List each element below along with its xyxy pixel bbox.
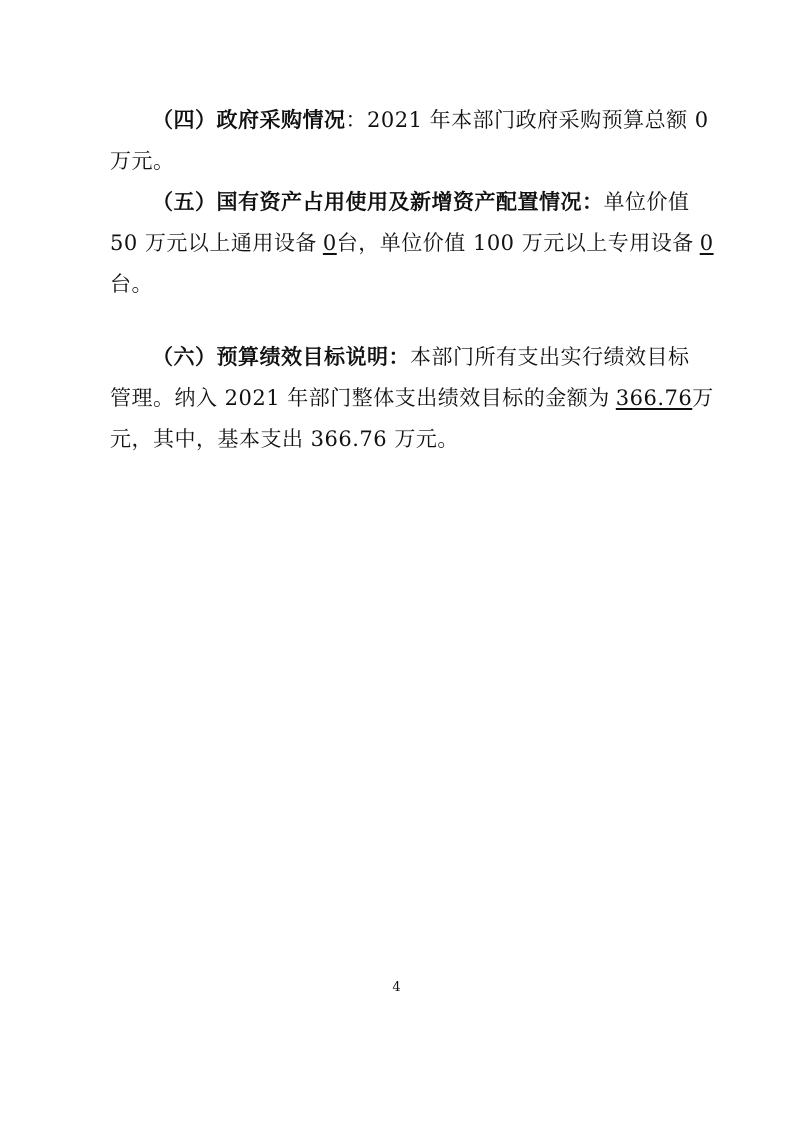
- procurement-colon: ：: [345, 108, 367, 132]
- performance-line-1-tail: 本部门所有支出实行绩效目标: [410, 345, 690, 369]
- special-equipment-count: 0: [699, 231, 714, 255]
- page-number: 4: [392, 980, 401, 995]
- performance-line-3: [110, 419, 690, 459]
- assets-line-1-tail: 单位价值: [603, 190, 690, 214]
- performance-line-2: [110, 378, 714, 418]
- procurement-line-1: [152, 100, 709, 140]
- procurement-text-1: 2021 年本部门政府采购预算总额 0: [367, 108, 709, 132]
- procurement-heading: （四）政府采购情况: [152, 107, 346, 132]
- performance-line-3-text: 元，其中，基本支出 366.76 万元。: [110, 427, 459, 451]
- assets-line-3-text: 台。: [110, 272, 153, 296]
- performance-amount: 366.76: [615, 386, 693, 410]
- performance-line-2-b: 万: [692, 386, 714, 410]
- assets-line-2-a: 50 万元以上通用设备: [110, 231, 317, 255]
- performance-line-1: [152, 337, 692, 377]
- general-equipment-count: 0: [322, 231, 337, 255]
- assets-heading: （五）国有资产占用使用及新增资产配置情况：: [152, 189, 604, 214]
- procurement-text-2: 万元。: [110, 149, 175, 173]
- performance-heading: （六）预算绩效目标说明：: [152, 344, 410, 369]
- performance-line-2-a: 管理。纳入 2021 年部门整体支出绩效目标的金额为: [110, 386, 610, 410]
- procurement-line-2: [110, 141, 690, 181]
- assets-line-2-b: 台，单位价值 100 万元以上专用设备: [336, 231, 694, 255]
- assets-line-2: [110, 223, 714, 263]
- assets-line-1: [152, 182, 692, 222]
- assets-line-3: [110, 264, 690, 304]
